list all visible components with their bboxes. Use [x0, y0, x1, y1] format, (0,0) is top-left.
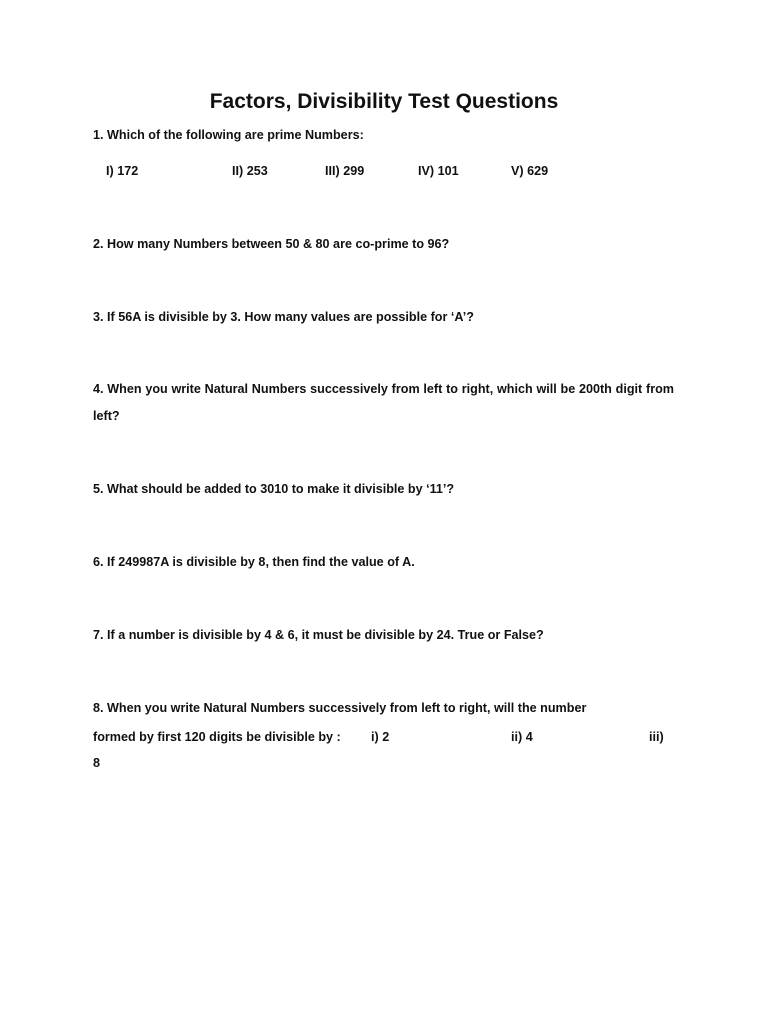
q8-option-3-value: 8 — [93, 756, 101, 770]
question-4: 4. When you write Natural Numbers successively from left to right, which will be 200th digit from left? — [93, 382, 674, 423]
q1-option-5: V) 629 — [511, 164, 549, 178]
q8-option-3: iii) — [649, 730, 664, 744]
q1-option-1: I) 172 — [106, 164, 139, 178]
question-3: 3. If 56A is divisible by 3. How many values are possible for ‘A’? — [93, 310, 474, 324]
question-6: 6. If 249987A is divisible by 8, then find the value of A. — [93, 555, 415, 569]
question-1: 1. Which of the following are prime Numbers: — [93, 128, 364, 142]
q1-option-4: IV) 101 — [418, 164, 459, 178]
q8-option-2: ii) 4 — [511, 730, 533, 744]
question-8-line-2 — [93, 724, 693, 751]
page-title: Factors, Divisibility Test Questions — [209, 90, 559, 113]
q8-prompt: formed by first 120 digits be divisible by : — [93, 730, 341, 744]
q8-option-1: i) 2 — [371, 730, 390, 744]
question-2: 2. How many Numbers between 50 & 80 are co-prime to 96? — [93, 237, 450, 251]
question-5: 5. What should be added to 3010 to make it divisible by ‘11’? — [93, 482, 455, 496]
question-8-line-1: 8. When you write Natural Numbers successively from left to right, will the number — [93, 701, 587, 715]
question-7: 7. If a number is divisible by 4 & 6, it must be divisible by 24. True or False? — [93, 628, 544, 642]
q1-option-3: III) 299 — [325, 164, 365, 178]
q1-option-2: II) 253 — [232, 164, 268, 178]
